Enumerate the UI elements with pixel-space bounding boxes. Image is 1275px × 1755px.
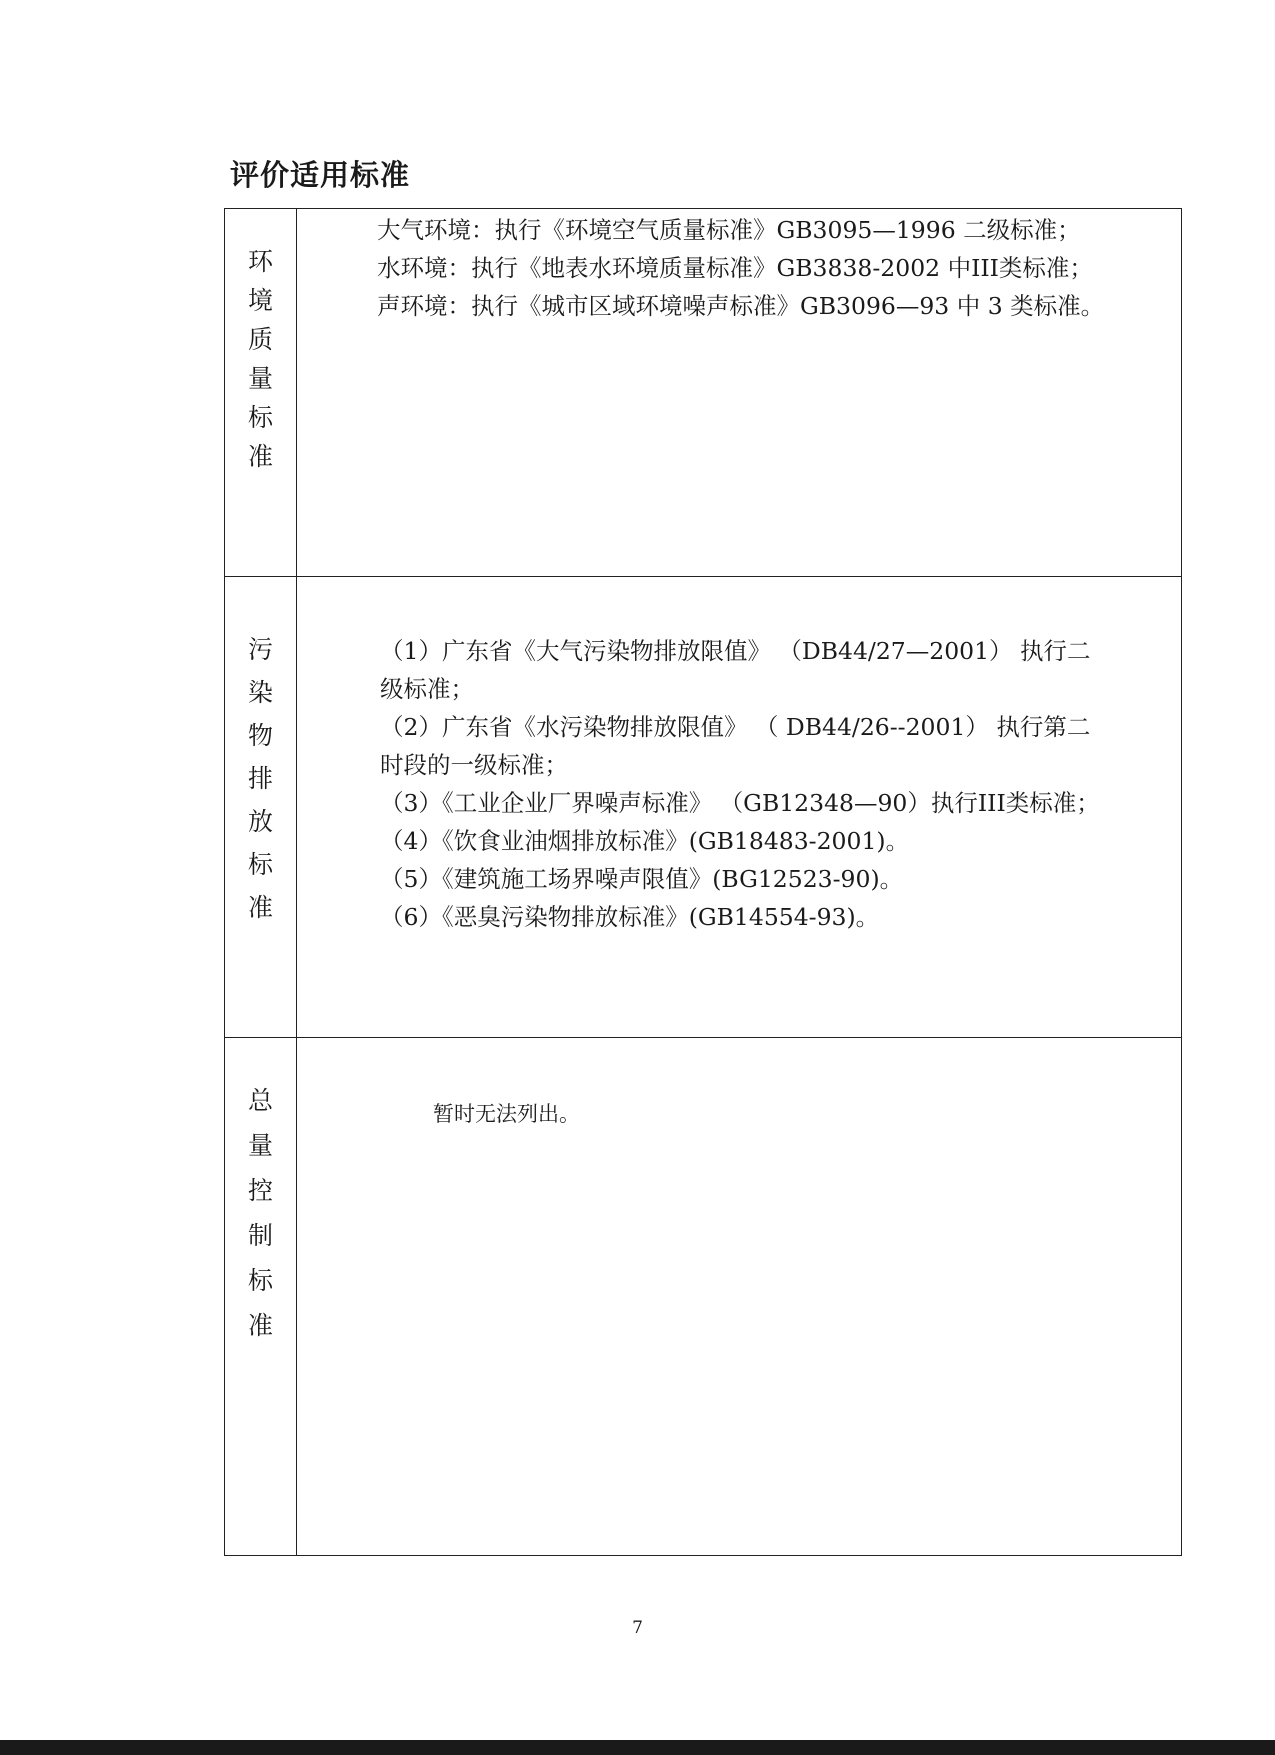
- standards-table: [224, 208, 1182, 1556]
- content-line: 暂时无法列出。: [433, 1102, 580, 1126]
- label-char: 标: [247, 403, 273, 432]
- label-char: 量: [247, 1131, 273, 1160]
- label-char: 总: [247, 1086, 273, 1115]
- label-char: 排: [247, 764, 273, 793]
- scan-edge-divider: [0, 1740, 1275, 1755]
- section-label-cell: [225, 577, 297, 1038]
- content-line: （6）《恶臭污染物排放标准》(GB14554-93)。: [380, 903, 880, 931]
- content-line: 级标准；: [380, 675, 474, 703]
- page-number: 7: [632, 1618, 643, 1638]
- section-content-environmental-quality: [297, 209, 1181, 325]
- section-content-cell: [297, 1038, 1182, 1556]
- label-char: 放: [247, 807, 273, 836]
- label-char: 环: [247, 247, 273, 276]
- content-line: 大气环境：执行《环境空气质量标准》GB3095—1996 二级标准；: [377, 216, 1081, 244]
- content-line: 水环境：执行《地表水环境质量标准》GB3838-2002 中III类标准；: [377, 254, 1093, 282]
- label-char: 染: [247, 678, 273, 707]
- section-label-total-control: [225, 1038, 296, 1338]
- label-char: 量: [247, 364, 273, 393]
- label-char: 质: [247, 325, 273, 354]
- label-char: 控: [247, 1176, 273, 1205]
- label-char: 境: [247, 286, 273, 315]
- content-line: （3）《工业企业厂界噪声标准》 （GB12348—90）执行III类标准；: [380, 789, 1100, 817]
- table-row-total-control: [225, 1038, 1182, 1556]
- table-row-environmental-quality: [225, 209, 1182, 577]
- page-title: 评价适用标准: [230, 158, 411, 192]
- content-line: 时段的一级标准；: [380, 751, 568, 779]
- content-line: 声环境：执行《城市区域环境噪声标准》GB3096—93 中 3 类标准。: [377, 292, 1105, 320]
- section-label-cell: [225, 1038, 297, 1556]
- section-content-pollutant-emission: [297, 577, 1181, 936]
- section-label-environmental-quality: [225, 209, 296, 469]
- section-content-cell: [297, 577, 1182, 1038]
- table-row-pollutant-emission: [225, 577, 1182, 1038]
- label-char: 准: [247, 893, 273, 922]
- label-char: 物: [247, 721, 273, 750]
- section-content-cell: [297, 209, 1182, 577]
- label-char: 标: [247, 1266, 273, 1295]
- label-char: 标: [247, 850, 273, 879]
- label-char: 准: [247, 1311, 273, 1340]
- content-line: （5）《建筑施工场界噪声限值》(BG12523-90)。: [380, 865, 904, 893]
- label-char: 准: [247, 442, 273, 471]
- content-line: （1）广东省《大气污染物排放限值》 （DB44/27—2001） 执行二: [380, 637, 1091, 665]
- label-char: 制: [247, 1221, 273, 1250]
- section-label-cell: [225, 209, 297, 577]
- content-line: （2）广东省《水污染物排放限值》 （ DB44/26--2001） 执行第二: [380, 713, 1091, 741]
- label-char: 污: [247, 635, 273, 664]
- section-content-total-control: [297, 1038, 1181, 1133]
- content-line: （4）《饮食业油烟排放标准》(GB18483-2001)。: [380, 827, 910, 855]
- section-label-pollutant-emission: [225, 577, 296, 920]
